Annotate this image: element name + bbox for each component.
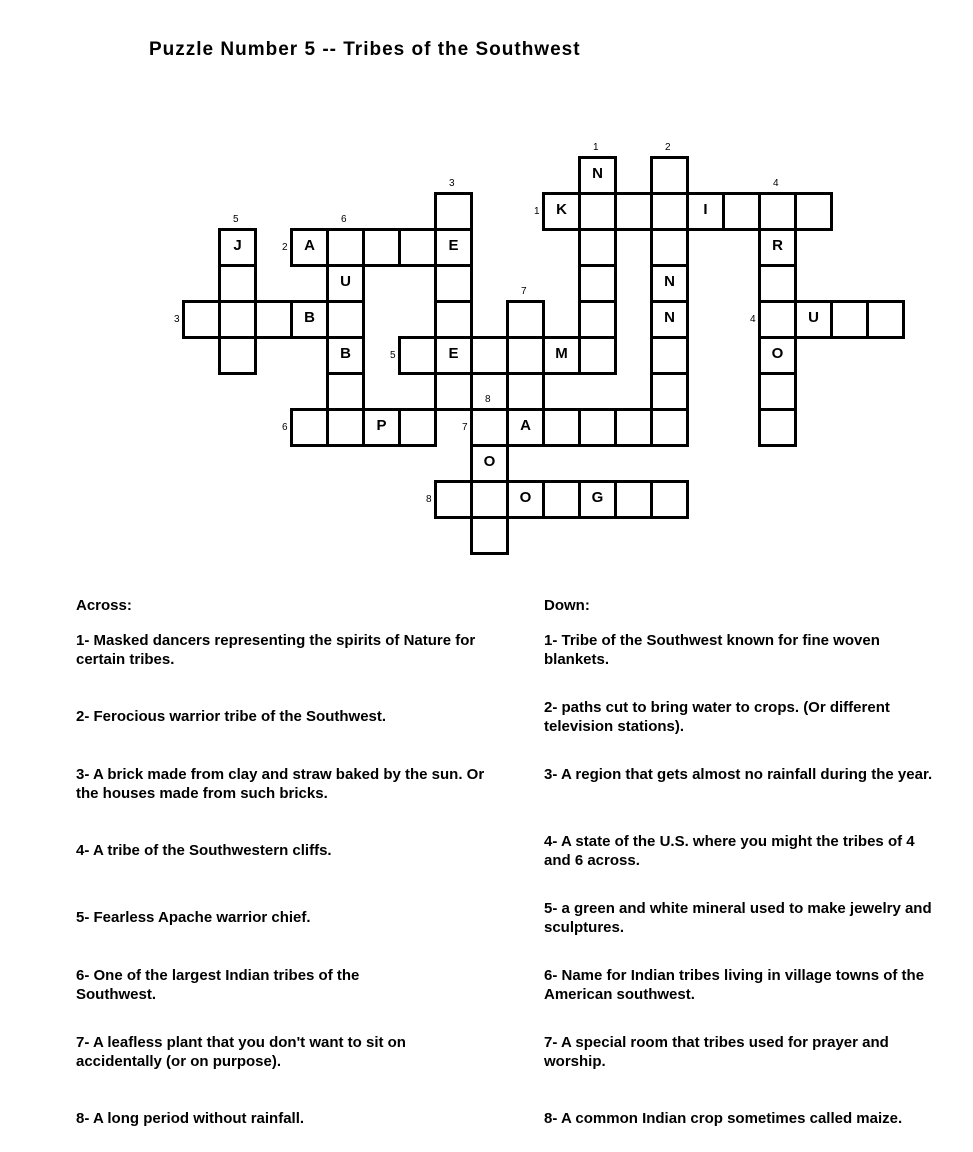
grid-cell[interactable] bbox=[398, 228, 437, 267]
puzzle-title: Puzzle Number 5 -- Tribes of the Southwest bbox=[149, 39, 581, 60]
cell-letter: P bbox=[376, 417, 387, 434]
grid-cell[interactable] bbox=[326, 264, 365, 303]
down-heading: Down: bbox=[544, 597, 590, 614]
cell-letter: B bbox=[340, 345, 351, 362]
clue-number: 6 bbox=[282, 422, 288, 433]
grid-cell[interactable] bbox=[578, 228, 617, 267]
grid-cell[interactable] bbox=[578, 408, 617, 447]
clue-number: 3 bbox=[174, 314, 180, 325]
grid-cell[interactable] bbox=[650, 264, 689, 303]
clue-number: 8 bbox=[426, 494, 432, 505]
grid-cell[interactable] bbox=[290, 408, 329, 447]
cell-letter: I bbox=[703, 201, 708, 218]
clue-number: 1 bbox=[534, 206, 540, 217]
grid-cell[interactable] bbox=[614, 480, 653, 519]
grid-cell[interactable] bbox=[470, 336, 509, 375]
cell-letter: N bbox=[592, 165, 603, 182]
clue-number: 4 bbox=[750, 314, 756, 325]
grid-cell[interactable] bbox=[218, 300, 257, 339]
grid-cell[interactable] bbox=[470, 516, 509, 555]
grid-cell[interactable] bbox=[758, 336, 797, 375]
grid-cell[interactable] bbox=[542, 408, 581, 447]
cell-letter: O bbox=[519, 489, 532, 506]
clue-number: 3 bbox=[449, 178, 455, 189]
clue-number: 1 bbox=[593, 142, 599, 153]
grid-cell[interactable] bbox=[542, 336, 581, 375]
across-clue-5: 5- Fearless Apache warrior chief. bbox=[76, 909, 311, 926]
clue-number: 2 bbox=[665, 142, 671, 153]
grid-cell[interactable] bbox=[794, 300, 833, 339]
cell-letter: A bbox=[304, 237, 315, 254]
down-clue-1: 1- Tribe of the Southwest known for fine woven blankets. bbox=[544, 632, 880, 668]
grid-cell[interactable] bbox=[542, 480, 581, 519]
across-heading: Across: bbox=[76, 597, 132, 614]
clue-number: 5 bbox=[390, 350, 396, 361]
down-clue-6: 6- Name for Indian tribes living in village towns of the American southwest. bbox=[544, 967, 925, 1003]
grid-cell[interactable] bbox=[506, 408, 545, 447]
clue-number: 8 bbox=[485, 394, 491, 405]
grid-cell[interactable] bbox=[650, 300, 689, 339]
across-clue-7: 7- A leafless plant that you don't want to sit on accidentally (or on purpose). bbox=[76, 1034, 406, 1070]
grid-cell[interactable] bbox=[326, 372, 365, 411]
grid-cell[interactable] bbox=[758, 372, 797, 411]
grid-cell[interactable] bbox=[218, 264, 257, 303]
grid-cell[interactable] bbox=[326, 228, 365, 267]
grid-cell[interactable] bbox=[362, 408, 401, 447]
clue-number: 7 bbox=[462, 422, 468, 433]
grid-cell[interactable] bbox=[434, 336, 473, 375]
cell-letter: E bbox=[448, 345, 459, 362]
grid-cell[interactable] bbox=[326, 300, 365, 339]
down-clue-7: 7- A special room that tribes used for prayer and worship. bbox=[544, 1034, 889, 1070]
grid-cell[interactable] bbox=[650, 372, 689, 411]
grid-cell[interactable] bbox=[506, 480, 545, 519]
grid-cell[interactable] bbox=[434, 372, 473, 411]
across-clue-4: 4- A tribe of the Southwestern cliffs. bbox=[76, 842, 332, 859]
cell-letter: O bbox=[483, 453, 496, 470]
grid-cell[interactable] bbox=[182, 300, 221, 339]
grid-cell[interactable] bbox=[434, 480, 473, 519]
clue-number: 4 bbox=[773, 178, 779, 189]
across-clue-2: 2- Ferocious warrior tribe of the Southwest. bbox=[76, 708, 387, 725]
down-clue-2: 2- paths cut to bring water to crops. (Or different television stations). bbox=[544, 699, 890, 735]
grid-cell[interactable] bbox=[758, 192, 797, 231]
grid-cell[interactable] bbox=[398, 408, 437, 447]
grid-cell[interactable] bbox=[650, 156, 689, 195]
grid-cell[interactable] bbox=[506, 336, 545, 375]
grid-cell[interactable] bbox=[326, 408, 365, 447]
grid-cell[interactable] bbox=[578, 480, 617, 519]
grid-cell[interactable] bbox=[506, 300, 545, 339]
cell-letter: B bbox=[304, 309, 315, 326]
across-clue-8: 8- A long period without rainfall. bbox=[76, 1110, 305, 1127]
grid-cell[interactable] bbox=[614, 408, 653, 447]
grid-cell[interactable] bbox=[650, 336, 689, 375]
grid-cell[interactable] bbox=[578, 192, 617, 231]
cell-letter: U bbox=[340, 273, 351, 290]
down-clue-4: 4- A state of the U.S. where you might the tribes of 4 and 6 across. bbox=[544, 833, 915, 869]
grid-cell[interactable] bbox=[650, 228, 689, 267]
grid-cell[interactable] bbox=[290, 300, 329, 339]
grid-cell[interactable] bbox=[866, 300, 905, 339]
cell-letter: J bbox=[233, 237, 242, 254]
grid-cell[interactable] bbox=[830, 300, 869, 339]
down-clue-3: 3- A region that gets almost no rainfall during the year. bbox=[544, 766, 933, 783]
cell-letter: R bbox=[772, 237, 783, 254]
grid-cell[interactable] bbox=[254, 300, 293, 339]
across-clue-6: 6- One of the largest Indian tribes of the Southwest. bbox=[76, 967, 360, 1003]
grid-cell[interactable] bbox=[650, 192, 689, 231]
grid-cell[interactable] bbox=[650, 480, 689, 519]
grid-cell[interactable] bbox=[758, 264, 797, 303]
cell-letter: K bbox=[556, 201, 567, 218]
grid-cell[interactable] bbox=[614, 192, 653, 231]
clue-number: 6 bbox=[341, 214, 347, 225]
cell-letter: G bbox=[591, 489, 604, 506]
clue-number: 5 bbox=[233, 214, 239, 225]
cell-letter: E bbox=[448, 237, 459, 254]
grid-cell[interactable] bbox=[218, 336, 257, 375]
cell-letter: M bbox=[555, 345, 568, 362]
grid-cell[interactable] bbox=[434, 300, 473, 339]
clue-number: 2 bbox=[282, 242, 288, 253]
cell-letter: N bbox=[664, 273, 675, 290]
grid-cell[interactable] bbox=[578, 300, 617, 339]
grid-cell[interactable] bbox=[758, 408, 797, 447]
grid-cell[interactable] bbox=[218, 228, 257, 267]
grid-cell[interactable] bbox=[686, 192, 725, 231]
grid-cell[interactable] bbox=[506, 372, 545, 411]
cell-letter: A bbox=[520, 417, 531, 434]
grid-cell[interactable] bbox=[290, 228, 329, 267]
grid-cell[interactable] bbox=[434, 228, 473, 267]
grid-cell[interactable] bbox=[434, 192, 473, 231]
grid-cell[interactable] bbox=[794, 192, 833, 231]
down-clue-8: 8- A common Indian crop sometimes called maize. bbox=[544, 1110, 903, 1127]
grid-cell[interactable] bbox=[578, 264, 617, 303]
across-clue-3: 3- A brick made from clay and straw baked by the sun. Or the houses made from such bricks. bbox=[76, 766, 485, 802]
down-clue-5: 5- a green and white mineral used to make jewelry and sculptures. bbox=[544, 900, 932, 936]
grid-cell[interactable] bbox=[578, 336, 617, 375]
grid-cell[interactable] bbox=[758, 300, 797, 339]
across-clue-1: 1- Masked dancers representing the spirits of Nature for certain tribes. bbox=[76, 632, 476, 668]
grid-cell[interactable] bbox=[542, 192, 581, 231]
grid-cell[interactable] bbox=[326, 336, 365, 375]
grid-cell[interactable] bbox=[470, 408, 509, 447]
cell-letter: N bbox=[664, 309, 675, 326]
clue-number: 7 bbox=[521, 286, 527, 297]
cell-letter: O bbox=[771, 345, 784, 362]
grid-cell[interactable] bbox=[434, 264, 473, 303]
cell-letter: U bbox=[808, 309, 819, 326]
grid-cell[interactable] bbox=[470, 480, 509, 519]
grid-cell[interactable] bbox=[362, 228, 401, 267]
grid-cell[interactable] bbox=[650, 408, 689, 447]
grid-cell[interactable] bbox=[470, 444, 509, 483]
grid-cell[interactable] bbox=[758, 228, 797, 267]
grid-cell[interactable] bbox=[578, 156, 617, 195]
grid-cell[interactable] bbox=[722, 192, 761, 231]
grid-cell[interactable] bbox=[398, 336, 437, 375]
